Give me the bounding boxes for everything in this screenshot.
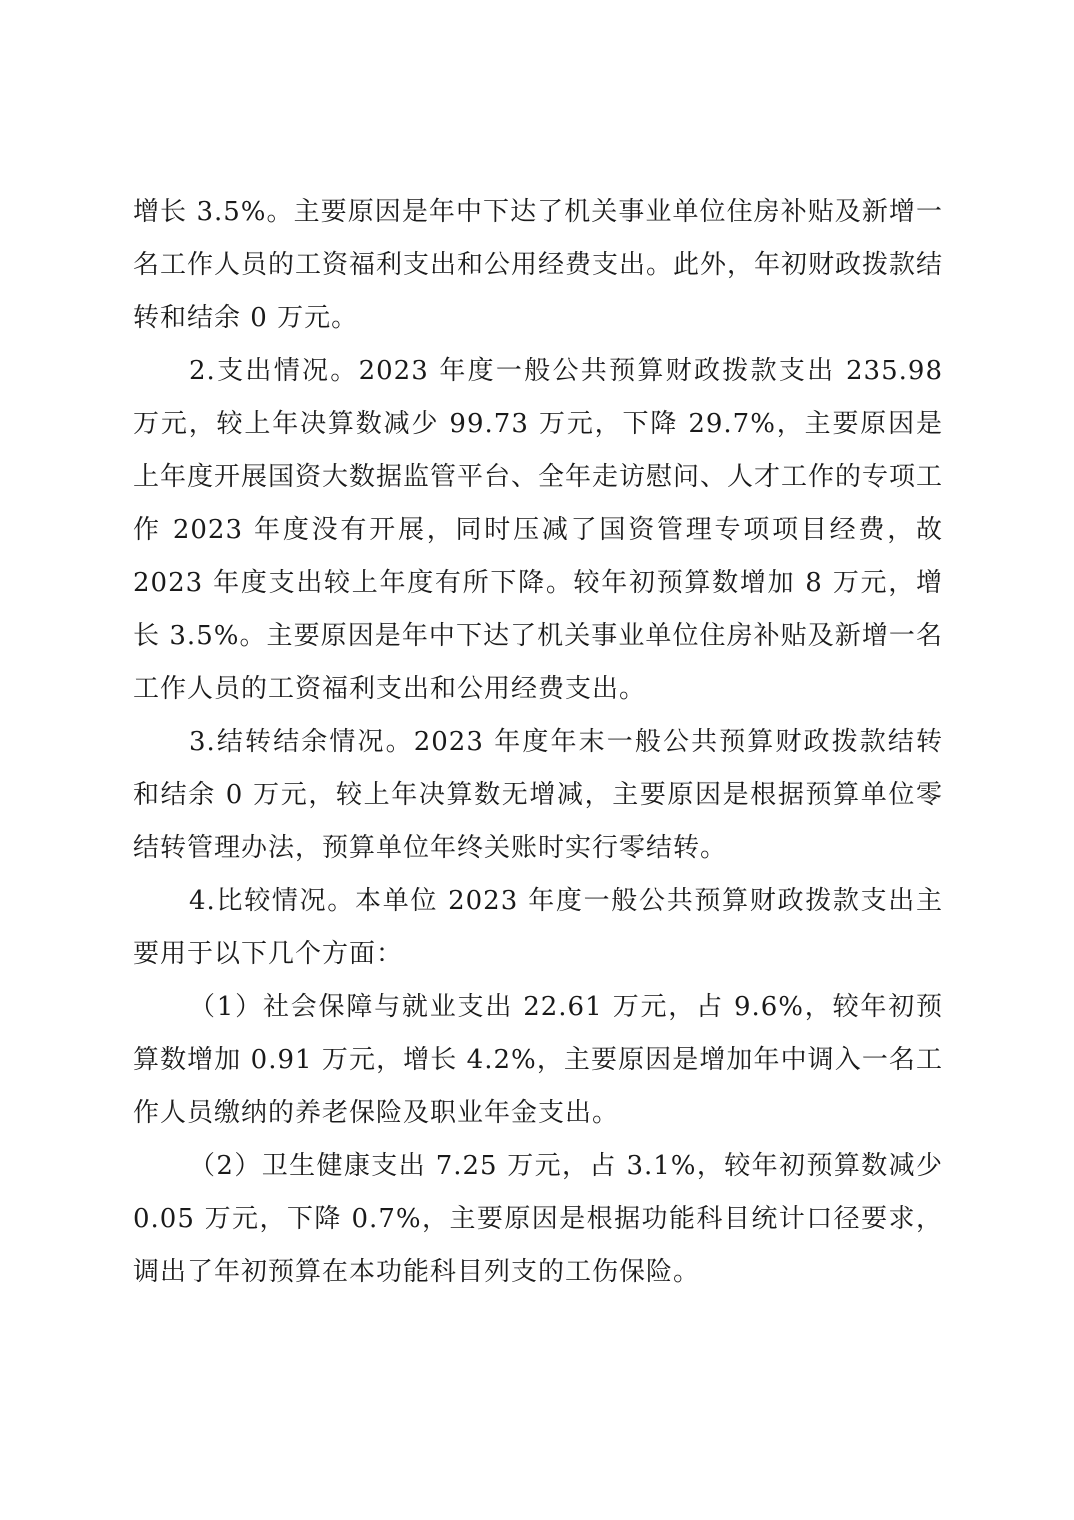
paragraph-health: （2）卫生健康支出 7.25 万元，占 3.1%，较年初预算数减少 0.05 万元，下降 0.7%，主要原因是根据功能科目统计口径要求，调出了年初预算在本功能科目列支的工伤保险。	[133, 1151, 943, 1287]
body-text	[133, 186, 943, 1299]
paragraph-comparison: 4.比较情况。本单位 2023 年度一般公共预算财政拨款支出主要用于以下几个方面：	[133, 886, 943, 969]
paragraph-carryover: 3.结转结余情况。2023 年度年末一般公共预算财政拨款结转和结余 0 万元，较上年决算数无增减，主要原因是根据预算单位零结转管理办法，预算单位年终关账时实行零结转。	[133, 727, 943, 863]
paragraph-revenue-continuation: 增长 3.5%。主要原因是年中下达了机关事业单位住房补贴及新增一名工作人员的工资福利支出和公用经费支出。此外，年初财政拨款结转和结余 0 万元。	[133, 197, 944, 333]
paragraph-social-security: （1）社会保障与就业支出 22.61 万元，占 9.6%，较年初预算数增加 0.91 万元，增长 4.2%，主要原因是增加年中调入一名工作人员缴纳的养老保险及职业年金支出。	[133, 992, 943, 1128]
paragraph-expenditure: 2.支出情况。2023 年度一般公共预算财政拨款支出 235.98 万元，较上年决算数减少 99.73 万元，下降 29.7%，主要原因是上年度开展国资大数据监管平台、全年走访慰问、人才工作的专项工作 2023 年度没有开展，同时压减了国资管理专项项目经费，故 2023 年度支出较上年度有所下降。较年初预算数增加 8 万元，增长 3.5%。主要原因是年中下达了机关事业单位住房补贴及新增一名工作人员的工资福利支出和公用经费支出。	[133, 356, 944, 704]
